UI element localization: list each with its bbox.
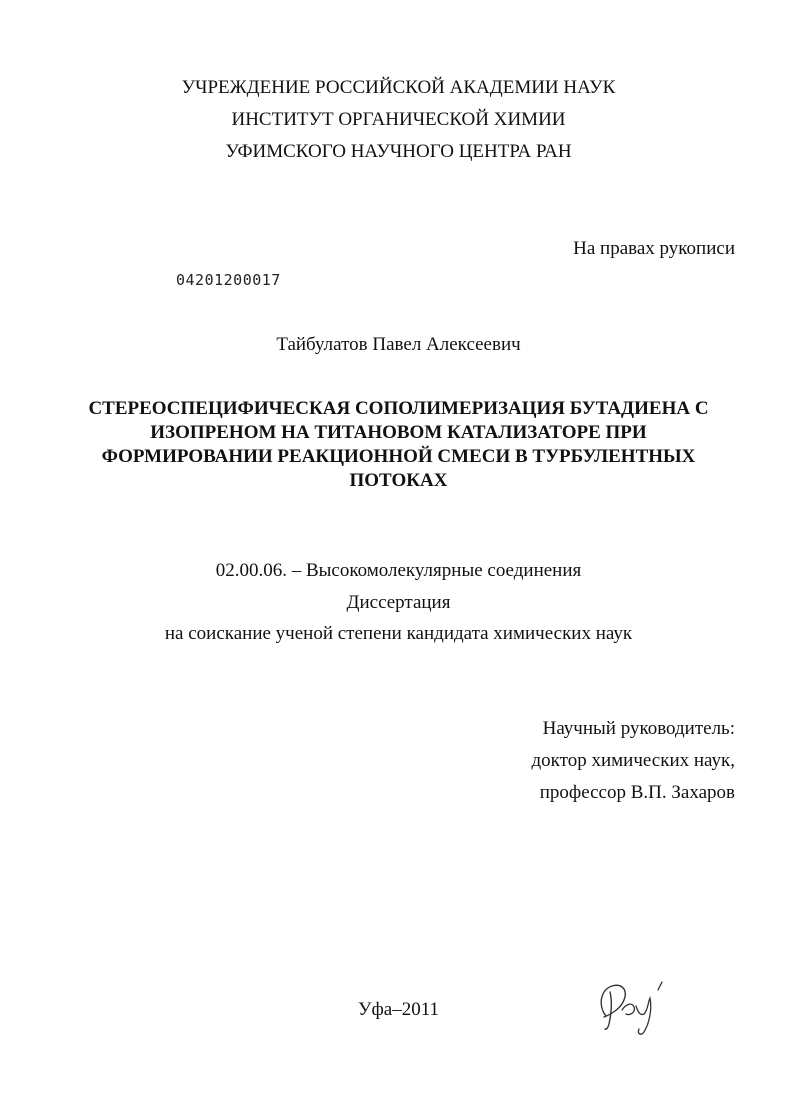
catalog-number-stamp: 04201200017	[176, 271, 281, 289]
supervisor-degree: доктор химических наук,	[531, 750, 735, 771]
degree-sought: на соискание ученой степени кандидата химических наук	[164, 623, 633, 644]
title-line-4: ПОТОКАХ	[349, 470, 448, 491]
institution-line-2: ИНСТИТУТ ОРГАНИЧЕСКОЙ ХИМИИ	[231, 109, 566, 130]
supervisor-label: Научный руководитель:	[542, 718, 735, 739]
manuscript-rights: На правах рукописи	[573, 238, 735, 259]
title-line-3: ФОРМИРОВАНИИ РЕАКЦИОННОЙ СМЕСИ В ТУРБУЛЕНТНЫХ	[101, 446, 696, 467]
title-line-2: ИЗОПРЕНОМ НА ТИТАНОВОМ КАТАЛИЗАТОРЕ ПРИ	[150, 422, 647, 443]
specialty: 02.00.06. – Высокомолекулярные соединения	[215, 560, 582, 581]
city-year: Уфа–2011	[358, 999, 439, 1020]
institution-line-3: УФИМСКОГО НАУЧНОГО ЦЕНТРА РАН	[225, 141, 572, 162]
handwritten-signature	[592, 976, 672, 1038]
supervisor-name: профессор В.П. Захаров	[539, 782, 735, 803]
author-name: Тайбулатов Павел Алексеевич	[276, 334, 521, 355]
institution-line-1: УЧРЕЖДЕНИЕ РОССИЙСКОЙ АКАДЕМИИ НАУК	[181, 77, 616, 98]
title-line-1: СТЕРЕОСПЕЦИФИЧЕСКАЯ СОПОЛИМЕРИЗАЦИЯ БУТАДИЕНА С	[88, 398, 709, 419]
work-type: Диссертация	[346, 592, 451, 613]
